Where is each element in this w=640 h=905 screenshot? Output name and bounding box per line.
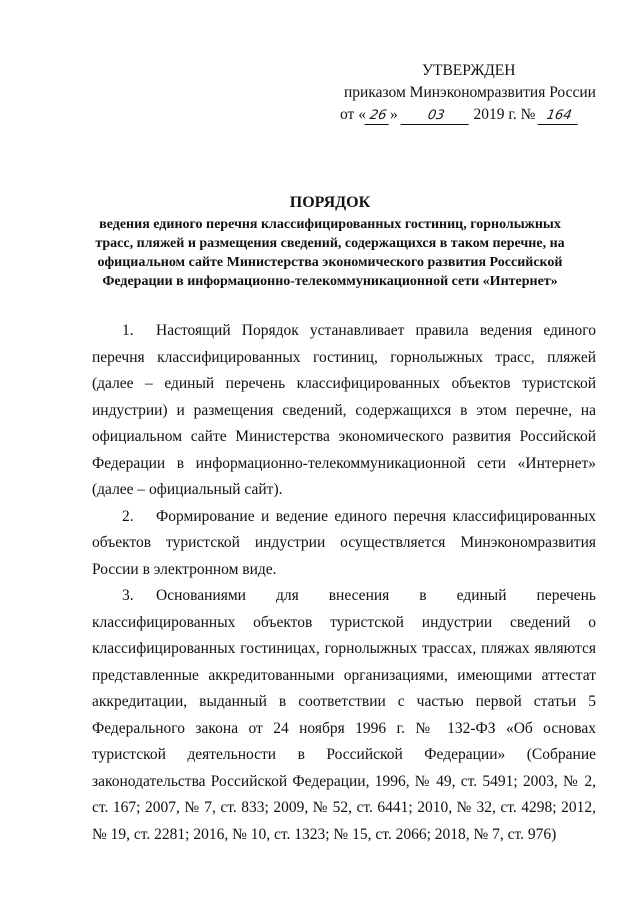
document-body — [92, 318, 596, 848]
approval-stamp — [340, 60, 600, 126]
order-by-line: приказом Минэкономразвития России — [344, 84, 596, 101]
paragraph-3 — [92, 583, 596, 848]
approved-label: УТВЕРЖДЕН — [422, 62, 516, 79]
paragraph-text: Настоящий Порядок устанавливает правила ведения единого перечня классифицированных гостиниц, горнолыжных трасс, пляжей (далее – единый перечень классифицированных объектов туристской индустрии) и размещения сведений, содержащихся в этом перечне, на официальном сайте Министерства экономического развития Российской Федерации в информационно-телекоммуникационной сети «Интернет» (далее – официальный сайт). — [92, 322, 596, 498]
paragraph-number: 3. — [122, 587, 134, 604]
document-subtitle: ведения единого перечня классифицированных гостиниц, горнолыжных трасс, пляжей и размещения сведений, содержащихся в таком перечне, на официальном сайте Министерства экономического развития Российской Федерации в информационно-телекоммуникационной сети «Интернет» — [95, 217, 565, 289]
paragraph-1 — [92, 318, 596, 504]
date-prefix: от « — [340, 106, 366, 123]
handwritten-order-number: 164 — [538, 108, 581, 125]
date-quote: » — [389, 106, 398, 123]
document-heading — [80, 193, 580, 291]
document-title: ПОРЯДОК — [289, 194, 371, 211]
order-date-line — [340, 104, 600, 126]
date-year: 2019 г. № — [473, 106, 536, 123]
paragraph-number: 2. — [122, 507, 134, 525]
handwritten-month: 03 — [400, 108, 471, 125]
paragraph-number: 1. — [122, 322, 134, 339]
handwritten-day: 26 — [364, 108, 391, 125]
paragraph-2 — [92, 504, 596, 584]
paragraph-text: Формирование и ведение единого перечня классифицированных объектов туристской индустрии осуществляется Минэкономразвития России в электронном виде. — [92, 507, 596, 578]
paragraph-text: Основаниями для внесения в единый перечень классифицированных объектов туристской индустрии сведений о классифицированных гостиницах, горнолыжных трассах, пляжах являются представленные аккредитованными организациями, имеющими аттестат аккредитации, выданный в соответствии с частью первой статьи 5 Федерального закона от 24 ноября 1996 г. № 132-ФЗ «Об основах туристской деятельности в Российской Федерации» (Собрание законодательства Российской Федерации, 1996, № 49, ст. 5491; 2003, № 2, ст. 167; 2007, № 7, ст. 833; 2009, № 52, ст. 6441; 2010, № 32, ст. 4298; 2012, № 19, ст. 2281; 2016, № 10, ст. 1323; № 15, ст. 2066; 2018, № 7, ст. 976) — [92, 587, 596, 843]
